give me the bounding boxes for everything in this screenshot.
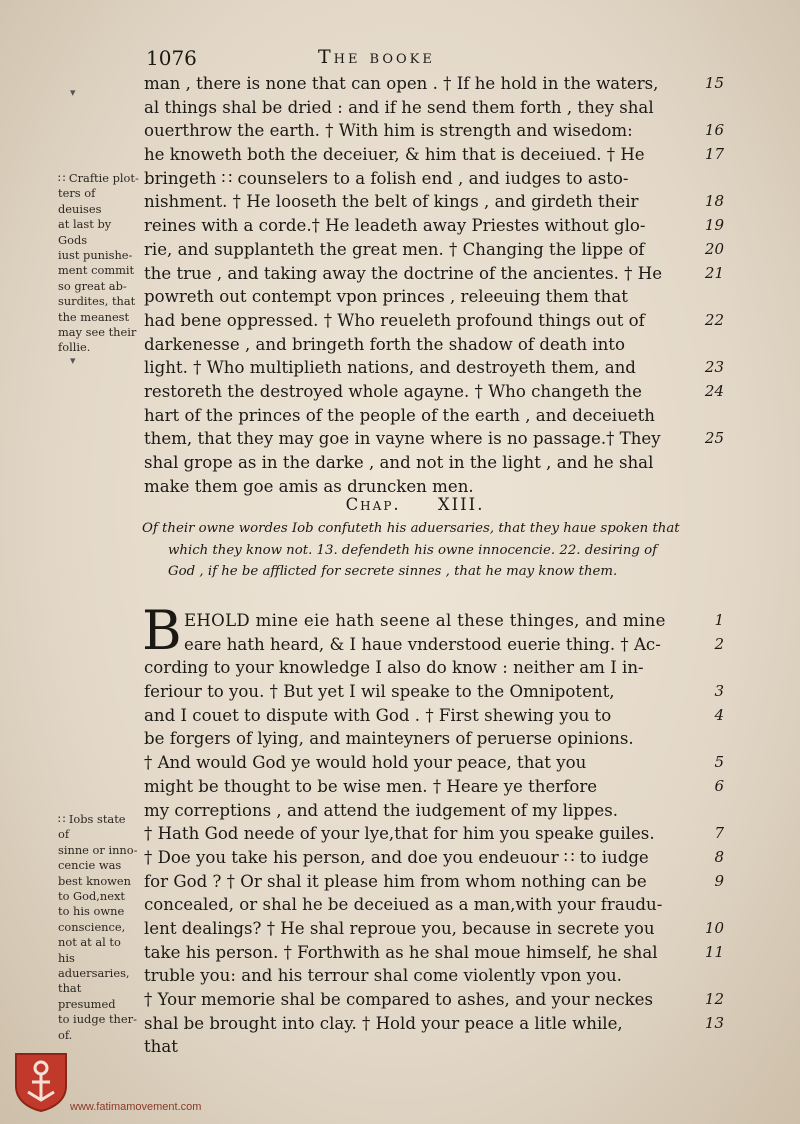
verse-number: 3 xyxy=(714,682,724,701)
text-line xyxy=(144,680,724,704)
line-text: light. † Who multiplieth nations, and destroyeth them, and xyxy=(144,358,636,378)
line-text: concealed, or shal he be deceiued as a man,with your fraudu- xyxy=(144,895,663,915)
margin-note-line: to iudge ther- xyxy=(58,1012,137,1027)
fatima-shield-logo xyxy=(14,1052,68,1112)
text-line xyxy=(144,190,724,214)
text-line xyxy=(144,727,720,751)
verse-number: 17 xyxy=(704,145,724,164)
line-text: be forgers of lying, and mainteyners of peruerse opinions. xyxy=(144,729,634,749)
verse-number: 23 xyxy=(704,358,724,377)
text-line xyxy=(144,893,720,917)
verse-number: 1 xyxy=(714,611,724,629)
line-text: reines with a corde.† He leadeth away Priestes without glo- xyxy=(144,216,646,236)
line-text: he knoweth both the deceiuer, & him that is deceiued. † He xyxy=(144,145,645,165)
text-line xyxy=(144,451,720,475)
line-text: take his person. † Forthwith as he shal moue himself, he shal xyxy=(144,942,658,962)
text-line xyxy=(144,285,720,309)
text-line xyxy=(144,1012,724,1036)
line-text: powreth out contempt vpon princes , releeuing them that xyxy=(144,287,628,307)
text-line xyxy=(144,356,724,380)
margin-note-line: follie. xyxy=(58,340,91,355)
text-line xyxy=(144,333,720,357)
margin-note-line: may see their xyxy=(58,325,137,340)
text-line xyxy=(144,799,720,823)
argument-line: which they know not. 13. defendeth his owne innocencie. 22. desiring of xyxy=(168,542,658,558)
margin-note-line: ∷ Craftie plot- xyxy=(58,171,139,185)
line-text: darkenesse , and bringeth forth the shadow of death into xyxy=(144,334,625,354)
margin-note-line: so great ab- xyxy=(58,278,127,293)
verse-number: 7 xyxy=(714,824,724,843)
line-text: feriour to you. † But yet I wil speake to the Omnipotent, xyxy=(144,682,615,702)
margin-note-line: to his owne xyxy=(58,904,125,919)
verse-number: 4 xyxy=(714,705,724,724)
line-text: make them goe amis as druncken men. xyxy=(144,476,474,496)
text-line xyxy=(144,238,724,262)
chapter-number: XIII. xyxy=(437,495,485,514)
page-header xyxy=(146,44,706,72)
margin-mark: ▾ xyxy=(70,354,76,367)
line-text: † And would God ye would hold your peace, that you xyxy=(144,753,587,773)
text-line xyxy=(144,775,724,799)
line-text: cording to your knowledge I also do know : neither am I in- xyxy=(144,658,644,678)
line-text: that xyxy=(144,1037,178,1057)
text-line xyxy=(144,309,724,333)
verse-number: 11 xyxy=(704,942,724,961)
argument-line: God , if he be afflicted for secrete sinnes , that he may know them. xyxy=(168,564,618,579)
line-text: al things shal be dried : and if he send them forth , they shal xyxy=(144,97,654,117)
text-column-chapter xyxy=(142,599,724,1059)
text-line xyxy=(144,704,724,728)
text-line xyxy=(144,941,724,965)
text-line xyxy=(144,822,724,846)
verse-number: 9 xyxy=(714,871,724,890)
margin-note-line: that presumed xyxy=(58,981,116,1011)
line-text: EHOLD mine eie hath seene al these thinges, and mine xyxy=(184,611,666,630)
margin-note-line: of. xyxy=(58,1027,73,1042)
line-text: shal grope as in the darke , and not in the light , and he shal xyxy=(144,453,654,472)
margin-note-line: sinne or inno- xyxy=(58,842,138,857)
text-line xyxy=(144,656,720,680)
margin-note-line: surdites, that xyxy=(58,294,136,309)
line-text: bringeth ∷ counselers to a folish end , and iudges to asto- xyxy=(144,168,629,188)
margin-note-line: ment commit xyxy=(58,263,135,278)
line-text: them, that they may goe in vayne where is no passage.† They xyxy=(144,429,661,449)
text-line xyxy=(144,751,724,775)
line-text: rie, and supplanteth the great men. † Changing the lippe of xyxy=(144,239,645,259)
line-text: the true , and taking away the doctrine of the ancientes. † He xyxy=(144,263,663,283)
text-line xyxy=(144,262,724,286)
margin-note-line: cencie was xyxy=(58,858,122,873)
line-text: for God ? † Or shal it please him from whom nothing can be xyxy=(144,871,647,891)
margin-note-line: ters of deuises xyxy=(58,186,102,216)
text-line xyxy=(144,96,720,120)
text-line xyxy=(144,72,724,96)
line-text: shal be brought into clay. † Hold your peace a litle while, xyxy=(144,1013,623,1033)
margin-note-line: the meanest xyxy=(58,309,130,324)
line-text: ouerthrow the earth. † With him is strength and wisedom: xyxy=(144,121,633,141)
chapter-heading xyxy=(0,495,800,514)
line-text: my correptions , and attend the iudgement of my lippes. xyxy=(144,800,619,820)
verse-number: 15 xyxy=(704,74,724,92)
margin-note-line: to God,next xyxy=(58,889,126,904)
margin-note-line: conscience, xyxy=(58,919,126,934)
text-line xyxy=(144,846,724,870)
text-line xyxy=(144,609,724,633)
line-text: eare hath heard, & I haue vnderstood euerie thing. † Ac- xyxy=(184,634,661,654)
line-text: † Doe you take his person, and doe you endeuour ∷ to iudge xyxy=(144,847,649,867)
verse-number: 20 xyxy=(704,239,724,258)
line-text: had bene oppressed. † Who reueleth profound things out of xyxy=(144,310,645,330)
text-line xyxy=(144,633,724,657)
line-text: nishment. † He looseth the belt of kings , and girdeth their xyxy=(144,192,639,212)
verse-number: 2 xyxy=(714,634,724,653)
line-text: truble you: and his terrour shal come violently vpon you. xyxy=(144,966,622,986)
chapter-argument xyxy=(142,518,732,583)
argument-line: Of their owne wordes Iob confuteth his aduersaries, that they haue spoken that xyxy=(142,521,680,536)
footer-url[interactable]: www.fatimamovement.com xyxy=(70,1101,202,1113)
verse-number: 22 xyxy=(704,310,724,329)
verse-number: 12 xyxy=(704,990,724,1008)
text-line xyxy=(144,404,720,428)
verse-number: 6 xyxy=(714,776,724,795)
line-text: lent dealings? † He shal reproue you, because in secrete you xyxy=(144,918,655,938)
margin-note-line: best knowen xyxy=(58,873,131,888)
margin-note-2 xyxy=(58,812,140,1043)
verse-number: 24 xyxy=(704,381,724,400)
verse-number: 8 xyxy=(714,847,724,866)
text-line xyxy=(144,214,724,238)
verse-number: 19 xyxy=(704,216,724,235)
line-text: † Your memorie shal be compared to ashes, and your neckes xyxy=(144,990,654,1009)
line-text: restoreth the destroyed whole agayne. † Who changeth the xyxy=(144,381,642,401)
line-text: hart of the princes of the people of the earth , and deceiueth xyxy=(144,405,655,425)
text-column-top xyxy=(144,72,724,498)
text-line xyxy=(144,143,724,167)
verse-number: 25 xyxy=(704,429,724,448)
verse-number: 13 xyxy=(704,1013,724,1032)
margin-note-line: not at al to his xyxy=(58,935,121,965)
text-line xyxy=(144,427,724,451)
text-line xyxy=(144,917,724,941)
line-text: might be thought to be wise men. † Heare ye therfore xyxy=(144,776,598,796)
verse-number: 10 xyxy=(704,918,724,937)
text-line xyxy=(144,119,724,143)
margin-note-line: ∷ Iobs state of xyxy=(58,812,126,842)
running-title: The booke xyxy=(318,46,435,68)
verse-number: 18 xyxy=(704,192,724,211)
text-line xyxy=(144,380,724,404)
text-line xyxy=(144,1035,720,1059)
verse-number: 5 xyxy=(714,753,724,772)
dropcap: B xyxy=(142,599,182,662)
line-text: and I couet to dispute with God . † First shewing you to xyxy=(144,705,612,725)
text-line xyxy=(144,964,720,988)
verse-number: 21 xyxy=(704,263,724,282)
text-line xyxy=(144,870,724,894)
margin-note-line: iust punishe- xyxy=(58,248,133,263)
line-text: man , there is none that can open . † If he hold in the waters, xyxy=(144,74,659,93)
margin-note-line: at last by Gods xyxy=(58,217,112,247)
text-line xyxy=(144,988,724,1012)
margin-mark: ▾ xyxy=(70,86,76,99)
margin-note-line: aduersaries, xyxy=(58,966,130,981)
text-line xyxy=(144,167,720,191)
margin-note-1 xyxy=(58,171,140,356)
verse-number: 16 xyxy=(704,121,724,140)
page-number: 1076 xyxy=(146,46,197,70)
chapter-label: Chap. xyxy=(345,495,401,514)
line-text: † Hath God neede of your lye,that for him you speake guiles. xyxy=(144,824,655,844)
